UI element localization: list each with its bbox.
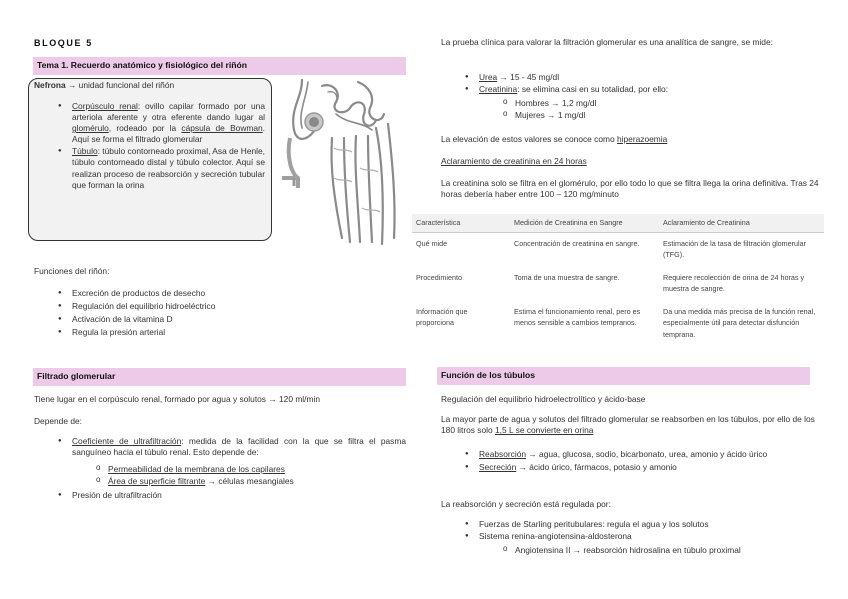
table-header: Característica [412,214,510,232]
section-header-tema1: Tema 1. Recuerdo anatómico y fisiológico del riñón [33,57,406,75]
list-item [72,436,406,458]
list-item: ● Presión de ultrafiltración [72,490,372,501]
aclaramiento-title: Aclaramiento de creatinina en 24 horas [441,156,587,166]
area-text: → células mesangiales [205,476,294,487]
table-cell: Estimación de la tasa de filtración glomerular (TFG). [663,238,807,260]
creatinina-term: Creatinina [479,84,518,95]
orina-volume: 1,5 L se convierte en orina [495,425,594,436]
list-item: ● Activación de la vitamina D [72,314,372,325]
corpusculo-text: : ovillo capilar formado por una arteriola aferente y otra eferente dando lugar al [72,101,265,123]
list-item [108,476,408,487]
list-item: ● Excreción de productos de desecho [72,288,372,299]
regulada-text: La reabsorción y secreción está regulada por: [441,499,611,509]
list-item: ● Regulación del equilibrio hidroeléctrico [72,301,372,312]
analitica-intro: La prueba clínica para valorar la filtración glomerular es una analítica de sangre, se mide: [441,37,773,47]
urea-value: → 15 - 45 mg/dl [497,72,560,82]
list-item: o Mujeres → 1 mg/dl [515,110,715,121]
comparison-table [412,214,824,346]
table-row [412,267,824,301]
secrecion-term: Secreción [479,462,517,473]
list-item: ● Fuerzas de Starling peritubulares: regula el agua y los solutos [479,519,815,530]
nefrona-label: Nefrona [34,80,66,90]
aclaramiento-text: La creatinina solo se filtra en el glomérulo, por ello todo lo que se filtra llega la orina definitiva. Tras 24 horas debería haber entre 100 – 120 mg/minuto [441,178,819,200]
table-cell: Qué mide [416,238,448,248]
filtrado-list [72,436,406,458]
section-header-tubulos: Función de los túbulos [437,367,810,385]
area-term: Área de superficie filtrante [108,476,206,487]
tubulos-text1: Regulación del equilibrio hidroelectrolítico y ácido-base [441,394,646,404]
tubulos-sentence: La mayor parte de agua y solutos del filtrado glomerular se reabsorben en los túbulos, por ello de los 180 litros solo [441,414,815,436]
filtrado-sublist [108,464,408,487]
list-item [72,101,265,145]
list-item: ● Sistema renina-angiotensina-aldosterona [479,531,815,542]
corpusculo-text2: , rodeado por la [108,123,182,134]
hiperazoemia-term: hiperazoemia [616,134,668,144]
reabsorcion-text: → agua, glucosa, sodio, bicarbonato, urea, amonio y ácido úrico [526,449,768,459]
list-item [479,449,815,460]
list-item [108,464,408,475]
nefrona-list [72,101,265,191]
tubulo-text: : túbulo contorneado proximal, Asa de Henle, túbulo contorneado distal y túbulo colector. Aquí se realizan proceso de reabsorción y secreción tubular que forman la orina [72,146,265,190]
nefrona-line [34,80,270,91]
presion-list [72,490,372,501]
nefrona-definition: → unidad funcional del riñón [65,80,175,90]
section-header-filtrado: Filtrado glomerular [33,368,406,386]
tubulos-list [479,449,815,473]
creatinina-text: : se elimina casi en su totalidad, por ello: [517,84,669,95]
elevacion-sentence: La elevación de estos valores se conoce como [441,134,617,144]
table-cell: Procedimiento [416,272,462,282]
coeficiente-text: : medida de la facilidad con la que se filtra el pasma sanguíneo hacia el túbulo renal. Esto depende de: [72,436,406,458]
list-item: o Hombres → 1,2 mg/dl [515,98,715,109]
table-header: Aclaramiento de Creatinina [659,214,824,232]
funciones-list [72,288,372,338]
table-cell: Información que proporciona [416,306,468,328]
nephron-illustration [272,78,404,250]
funciones-title: Funciones del riñón: [34,266,110,276]
list-item [479,72,819,83]
table-cell: Concentración de creatinina en sangre. [514,238,640,248]
depende-label: Depende de: [34,416,82,426]
list-item [479,84,819,95]
table-row [412,301,824,347]
table-cell: Requiere recolección de orina de 24 horas y muestra de sangre. [663,272,805,294]
creatinina-sublist [515,98,715,121]
table-header: Medición de Creatinina en Sangre [510,214,659,232]
coeficiente-term: Coeficiente de ultrafiltración [72,436,182,446]
regulada-list [479,519,815,542]
list-item [72,146,265,190]
glomerulo-term: glomérulo [72,123,109,134]
urea-term: Urea [479,72,498,82]
table-cell: Estima el funcionamiento renal, pero es menos sensible a cambios tempranos. [514,306,641,328]
table-cell: Da una medida más precisa de la función renal, especialmente útil para detectar disfunción temprana. [663,306,816,339]
sistema-sublist [515,545,815,556]
tubulo-term: Túbulo [72,146,98,157]
list-item [479,462,815,473]
filtrado-text: Tiene lugar en el corpúsculo renal, formado por agua y solutos → 120 ml/min [34,394,320,404]
table-header-row [412,214,824,232]
table-row [412,232,824,267]
list-item: ● Regula la presión arterial [72,327,372,338]
tubulos-text2 [441,414,819,436]
corpusculo-text3: . Aquí se forma el filtrado glomerular [72,123,265,145]
reabsorcion-term: Reabsorción [479,449,527,459]
corpusculo-term: Corpúsculo renal [72,101,138,111]
permeabilidad-term: Permeabilidad de la membrana de los capilares [108,464,285,474]
table-cell: Toma de una muestra de sangre. [514,272,620,282]
analitica-list [479,72,819,95]
block-title: BLOQUE 5 [34,38,93,48]
secrecion-text: → ácido úrico, fármacos, potasio y amonio [516,462,677,473]
bowman-term: cápsula de Bowman [181,123,263,134]
elevacion-text [441,134,667,145]
list-item: o Angiotensina II → reabsorción hidrosalina en túbulo proximal [515,545,815,556]
